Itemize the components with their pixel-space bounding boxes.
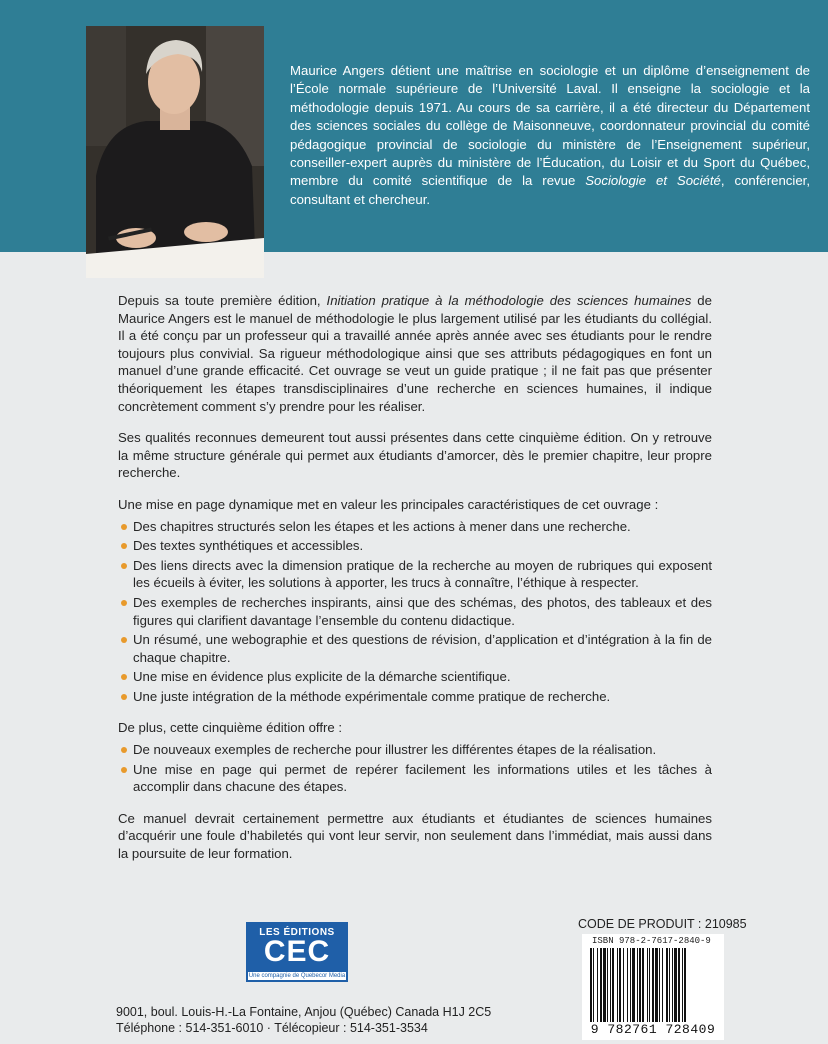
barcode-bar <box>600 948 602 1022</box>
edition-lead: De plus, cette cinquième édition offre : <box>118 720 343 736</box>
bio-text-2: , conférencier, consultant et chercheur. <box>290 173 810 207</box>
barcode-bar <box>642 948 644 1022</box>
barcode-bar <box>678 948 680 1022</box>
bullet-icon <box>121 600 127 606</box>
barcode-bar <box>632 948 635 1022</box>
edition-list <box>118 741 712 796</box>
ean-number: 9 782761 728409 <box>590 1022 716 1037</box>
author-photo <box>86 26 264 278</box>
barcode-bar <box>597 948 598 1022</box>
barcode-bar <box>652 948 654 1022</box>
intro-paragraph <box>118 292 712 415</box>
barcode-bar <box>659 948 660 1022</box>
barcode-bar <box>593 948 594 1022</box>
barcode <box>582 934 724 1040</box>
phone-line: Téléphone : 514-351-6010 · Télécopieur : 514-351-3534 <box>116 1021 428 1035</box>
list-item-text: Une mise en page qui permet de repérer facilement les informations utiles et les tâches à accomplir dans chacune des étapes. <box>133 761 712 795</box>
barcode-bar <box>649 948 650 1022</box>
barcode-bar <box>630 948 631 1022</box>
barcode-bar <box>617 948 618 1022</box>
qualities-paragraph: Ses qualités reconnues demeurent tout aussi présentes dans cette cinquième édition. On y retrouve la même structure générale qui permet aux étudiants d’amorcer, dès le premier chapitre, leur propre recherche. <box>118 430 712 481</box>
barcode-bar <box>590 948 592 1022</box>
list-item-text: Un résumé, une webographie et des questions de révision, d’application et d’intégration à la fin de chaque chapitre. <box>133 632 712 665</box>
barcode-bar <box>666 948 668 1022</box>
bullet-icon <box>121 674 127 680</box>
list-item <box>118 537 712 555</box>
logo-small-text: LES ÉDITIONS <box>259 927 335 938</box>
closing-paragraph: Ce manuel devrait certainement permettre aux étudiants et étudiantes de sciences humaines d’acquérir une foule d’habiletés qui vont leur servir, non seulement dans l’immédiat, mais aussi dans la poursuite de leur formation. <box>118 810 712 862</box>
features-lead: Une mise en page dynamique met en valeur les principales caractéristiques de cet ouvrage : <box>118 496 659 512</box>
barcode-bar <box>655 948 658 1022</box>
list-item <box>118 557 712 592</box>
book-title: Initiation pratique à la méthodologie des sciences humaines <box>326 293 692 308</box>
list-item <box>118 668 712 686</box>
book-description <box>118 292 712 877</box>
features-list <box>118 518 712 706</box>
barcode-bars <box>588 948 718 1022</box>
journal-name: Sociologie et Société <box>585 173 721 189</box>
barcode-bar <box>610 948 611 1022</box>
barcode-bar <box>662 948 663 1022</box>
list-item-text: De nouveaux exemples de recherche pour illustrer les différentes étapes de la réalisation. <box>133 742 657 758</box>
list-item <box>118 518 712 536</box>
bullet-icon <box>121 747 127 753</box>
list-item-text: Une mise en évidence plus explicite de la démarche scientifique. <box>133 669 511 685</box>
barcode-bar <box>627 948 628 1022</box>
barcode-bar <box>623 948 624 1022</box>
bullet-icon <box>121 563 127 569</box>
list-item-text: Des chapitres structurés selon les étapes et les actions à mener dans une recherche. <box>133 518 631 534</box>
list-item-text: Des textes synthétiques et accessibles. <box>133 538 364 554</box>
isbn-text: ISBN 978-2-7617-2840-9 <box>592 936 711 946</box>
product-code: CODE DE PRODUIT : 210985 <box>578 917 747 931</box>
intro-suffix: de Maurice Angers est le manuel de méthodologie le plus largement utilisé par les étudiants du collégial. Il a été conçu par un professeur qui a travaillé année après année avec ses étudiants pour le rendre toujours plus convivial. Sa rigueur méthodologique ainsi que ses attributs pédagogiques en font un manuel d’une grande efficacité. Cet ouvrage se veut un guide pratique ; il ne fait pas que présenter théoriquement les étapes transdisciplinaires d’une recherche en sciences humaines, il indique concrètement comment s’y prendre pour les réaliser. <box>118 293 712 414</box>
bullet-icon <box>121 543 127 549</box>
logo-big-text: CEC <box>263 935 331 968</box>
barcode-bar <box>672 948 673 1022</box>
intro-prefix: Depuis sa toute première édition, <box>118 293 327 308</box>
barcode-bar <box>612 948 614 1022</box>
logo-tagline: Une compagnie de Quebecor Media <box>248 973 346 979</box>
list-item-text: Des liens directs avec la dimension pratique de la recherche au moyen de rubriques qui exposent les écueils à éviter, les solutions à apporter, les trucs à connaître, l’éthique à respecter. <box>133 557 712 591</box>
barcode-bar <box>619 948 621 1022</box>
list-item <box>118 688 712 706</box>
barcode-bar <box>603 948 606 1022</box>
barcode-bar <box>639 948 641 1022</box>
barcode-bar <box>669 948 670 1022</box>
bullet-icon <box>121 767 127 773</box>
publisher-logo <box>246 922 348 982</box>
barcode-bar <box>684 948 686 1022</box>
address-line: 9001, boul. Louis-H.-La Fontaine, Anjou (Québec) Canada H1J 2C5 <box>116 1005 492 1019</box>
list-item-text: Une juste intégration de la méthode expérimentale comme pratique de recherche. <box>133 688 611 704</box>
list-item <box>118 631 712 666</box>
bullet-icon <box>121 524 127 530</box>
list-item <box>118 761 712 796</box>
barcode-bar <box>647 948 648 1022</box>
barcode-bar <box>607 948 608 1022</box>
barcode-bar <box>682 948 683 1022</box>
publisher-address <box>116 1004 491 1036</box>
author-bio <box>290 62 810 209</box>
list-item <box>118 594 712 629</box>
barcode-bar <box>674 948 677 1022</box>
barcode-bar <box>637 948 638 1022</box>
bullet-icon <box>121 694 127 700</box>
list-item-text: Des exemples de recherches inspirants, ainsi que des schémas, des photos, des tableaux et des figures qui clarifient davantage l’ensemble du contenu didactique. <box>133 594 712 628</box>
bio-text-1: Maurice Angers détient une maîtrise en sociologie et un diplôme d’enseignement de l’École normale supérieure de l’Université Laval. Il enseigne la sociologie et la méthodologie depuis 1971. Au cours de sa carrière, il a été directeur du Département des sciences sociales du collège de Maisonneuve, coordonnateur provincial du comité pédagogique provincial de sociologie du ministère de l’Enseignement supérieur, conseiller-expert auprès du ministère de l’Éducation, du Loisir et du Sport du Québec, membre du comité scientifique de la revue <box>290 63 810 189</box>
bullet-icon <box>121 637 127 643</box>
list-item <box>118 741 712 759</box>
